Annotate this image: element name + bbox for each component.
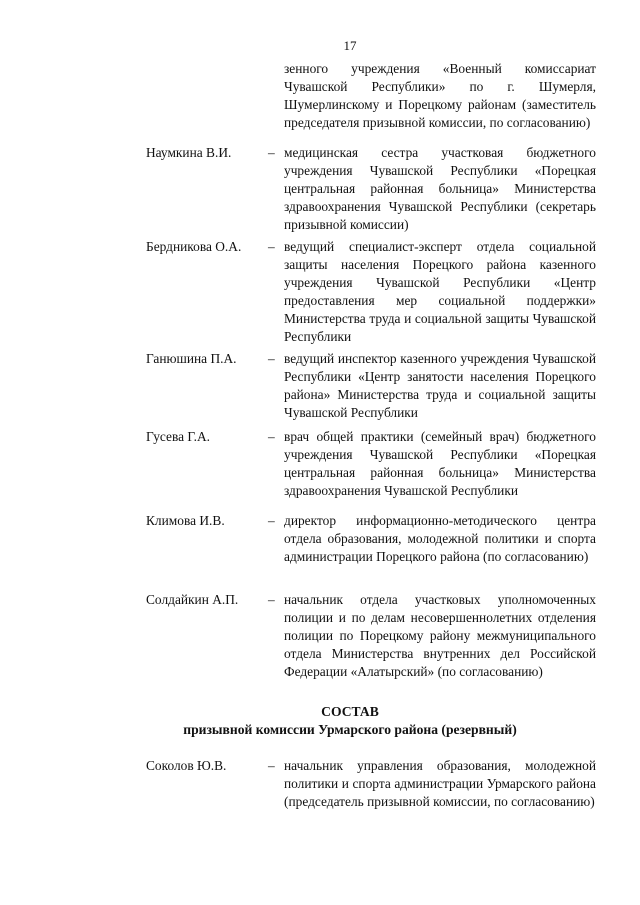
member-dash: – <box>268 239 275 254</box>
member-dash: – <box>268 592 275 607</box>
section-title: СОСТАВ <box>321 704 379 719</box>
member-role: ведущий специалист-эксперт отдела социальной защиты населения Порецкого района казенного учреждения Чувашской Республики «Центр предоставления мер социальной поддержки» Министерства труда и социальной защиты Чувашской Республики <box>284 239 596 344</box>
member-role: начальник управления образования, молодежной политики и спорта администрации Урмарского района (председатель призывной комиссии, по согласованию) <box>284 758 596 809</box>
member-name: Ганюшина П.А. <box>146 351 237 366</box>
member-role: ведущий инспектор казенного учреждения Чувашской Республики «Центр занятости населения Порецкого района» Министерства труда и социальной защиты Чувашской Республики <box>284 351 596 420</box>
member-role: врач общей практики (семейный врач) бюджетного учреждения Чувашской Республики «Порецкая центральная районная больница» Министерства здравоохранения Чувашской Республики <box>284 429 596 498</box>
member-role: начальник отдела участковых уполномоченных полиции и по делам несовершеннолетних отделения полиции по Порецкому району межмуниципального отдела Министерства внутренних дел Российской Федерации «Алатырский» (по согласованию) <box>284 592 596 679</box>
member-name: Соколов Ю.В. <box>146 758 227 773</box>
member-name: Бердникова О.А. <box>146 239 242 254</box>
member-dash: – <box>268 351 275 366</box>
member-name: Климова И.В. <box>146 513 225 528</box>
member-role: медицинская сестра участковая бюджетного учреждения Чувашской Республики «Порецкая центральная районная больница» Министерства здравоохранения Чувашской Республики (секретарь призывной комиссии) <box>284 145 596 232</box>
member-role: директор информационно-методического центра отдела образования, молодежной политики и спорта администрации Порецкого района (по согласованию) <box>284 513 596 564</box>
page-number: 17 <box>343 38 357 53</box>
member-name: Солдайкин А.П. <box>146 592 239 607</box>
member-name: Наумкина В.И. <box>146 145 232 160</box>
section-subtitle: призывной комиссии Урмарского района (резервный) <box>183 722 517 737</box>
member-name: Гусева Г.А. <box>146 429 211 444</box>
member-dash: – <box>268 513 275 528</box>
intro-role-continuation: зенного учреждения «Военный комиссариат Чувашской Республики» по г. Шумерля, Шумерлинскому и Порецкому районам (заместитель председателя призывной комиссии, по согласованию) <box>284 61 596 130</box>
member-dash: – <box>268 429 275 444</box>
member-dash: – <box>268 145 275 160</box>
member-dash: – <box>268 758 275 773</box>
